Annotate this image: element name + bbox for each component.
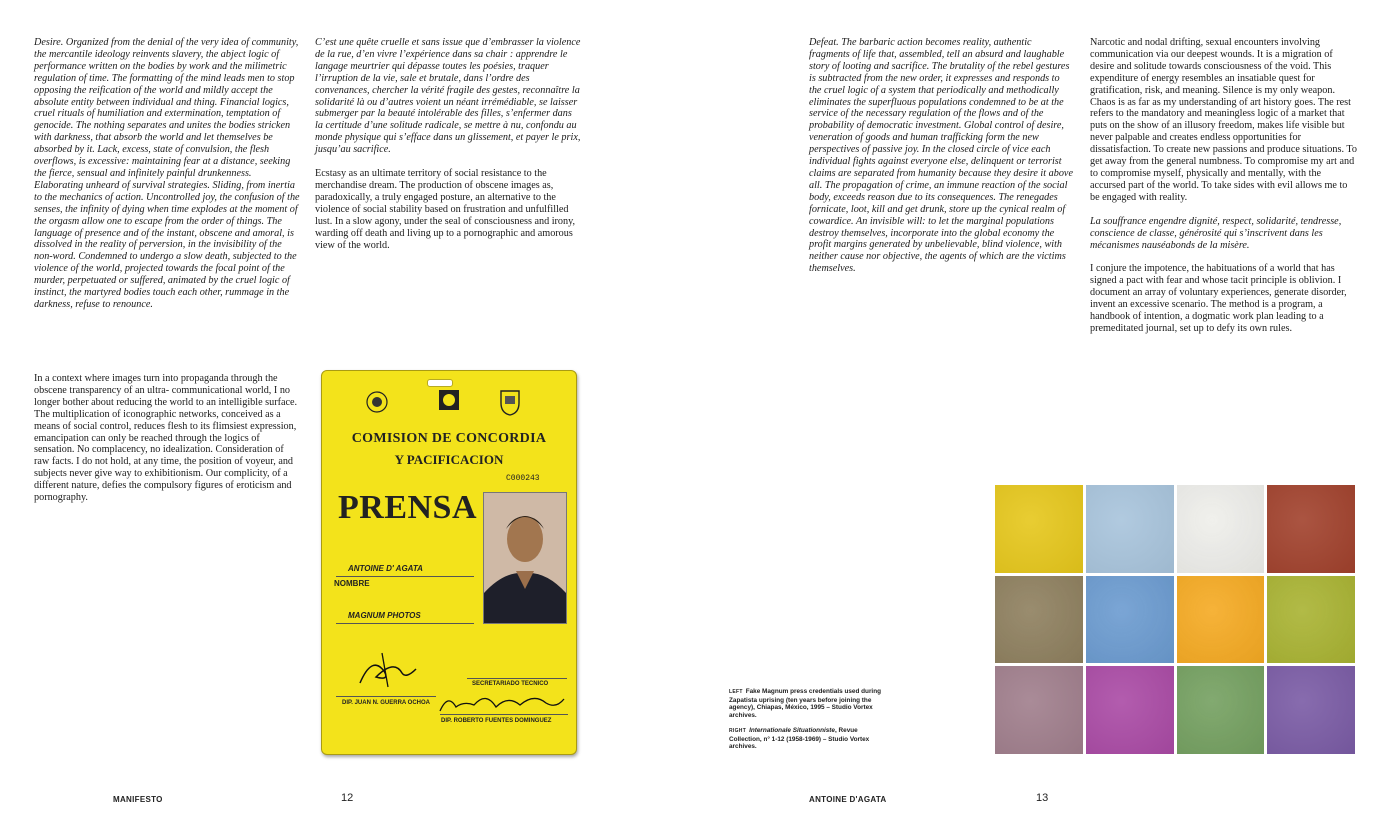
page12-italic-paragraph: Desire. Organized from the denial of the very idea of community, the mercantile ideology reinvents slavery, the abject logic of performance written on the bodies by work and the milimetric regulation of time. The formatting of the mind leads men to stop opposing the reification of the world and mildly accept the absolute entity between individual and thing. Financial logics, cruel rituals of humiliation and extermination, temptation of genocide. The nothing separates and unites the bodies stricken with darkness, that absorb the world and let themselves be absorbed by it. Lack, excess, state of convulsion, the flesh overflows, is excessive: maintaining fear at a distance, seeking the fierce, sensual and infinitely painful drunkenness. Elaborating unheard of survival strategies. Sliding, from inertia to the mechanics of action. Uncontrolled joy, the confusion of the senses, the infinity of dying when time explodes at the moment of the orgasm allow one to escape from the order of things. The language of presence and of the instant, obscene and amoral, is dissolved in the reality of perversion, in the invisibility of the non-word. Condemned to undergo a slow death, subjected to the violence of the world, projected towards the focal point of the murder, perpetuated or suffered, animated by the cruel logic of instinct, the martyred bodies touch each other, rummage in the darkness, refuse to renounce. [34,37,300,310]
page12-column1-lower-text [34,373,300,516]
card-name-label: NOMBRE [334,579,370,588]
card-secretariat-line [467,678,567,679]
color-swatch [995,666,1083,754]
caption-left [729,688,887,719]
card-signer-left: DIP. JUAN N. GUERRA OCHOA [342,700,431,706]
card-signer-left-line [336,696,436,697]
color-swatch [1086,666,1174,754]
color-swatch [1177,576,1265,664]
page13-column2-text [1090,37,1358,347]
card-title-line1: COMISION DE CONCORDIA [351,431,547,446]
card-organization-value: MAGNUM PHOTOS [348,611,421,620]
caption-right-title: Internationale Situationniste [749,727,835,734]
card-name-value: ANTOINE D' AGATA [348,564,423,573]
card-prensa-heading: PRENSA [338,489,478,526]
page13-conjure-paragraph: I conjure the impotence, the habituations of a world that has signed a pact with fear and whose tacit principle is oblivion. I document an array of voluntary experiences, generate disorder, invent an excessive scenario. The method is a program, a handbook of intention, a dogmatic work plan leading to a premeditated journal, set up to defy its own rules. [1090,263,1347,334]
card-punch-hole [427,379,453,387]
page12-roman-paragraph: In a context where images turn into propaganda through the obscene transparency of an ultra- communicational world, I no longer bother about reducing the world to an intelligible surface. The multiplication of iconographic networks, conceived as a means of social control, reduces flesh to its flimsiest expression, emancipation can only be reached through the logics of sensation. No complacency, no idealization. Consideration of raw facts. I do not hold, at any time, the position of voyeur, and subjects never give way to exhibitionism. Our complicity, of a different nature, defies the compulsory figures of eroticism and pornography. [34,373,298,504]
press-card-photo [321,370,577,755]
caption-left-text: Fake Magnum press credentials used during Zapatista uprising (ten years before joining the agency), Chiapas, México, 1995 – Studio Vortex archives. [729,688,882,719]
caption-right-key: RIGHT [729,728,747,734]
situationniste-color-swatch-grid [995,485,1355,754]
chamber-seal-icon [436,387,462,417]
caption-right-text: , Revue Collection, n° 1-12 (1958-1969) – Studio Vortex archives. [729,727,870,750]
image-caption [729,688,887,759]
page12-column1-text [34,37,300,323]
color-swatch [1086,485,1174,573]
caption-left-key: LEFT [729,689,743,695]
page13-narcotic-paragraph: Narcotic and nodal drifting, sexual encounters involving communication via our deepest wounds. It is a migration of desire and solitude towards consciousness of the void. This expenditure of energy resembles an insatiable quest for gratification, risk, and meaning. Silence is my only weapon. Chaos is as far as my understanding of art history goes. The rest refers to the mandatory and meaningless logic of a market that puts on the show of an illusory freedom, makes life visible but never palpable and creates endless opportunities for dissatisfaction. To create new passions and produce situations. To get away from the general numbness. To compromise my art and to compromise myself, physically and mentally, with the accursed part of the world. To take sides with evil allows me to be engaged with reality. [1090,37,1357,203]
card-title-line2: Y PACIFICACION [394,452,504,467]
coat-of-arms-icon [497,387,523,417]
color-swatch [1177,666,1265,754]
page12-footer-label: MANIFESTO [113,795,163,804]
page13-column1-text [809,37,1074,287]
signature-left-icon [354,649,424,691]
page13-footer-label: ANTOINE D'AGATA [809,795,887,804]
card-signer-right: DIP. ROBERTO FUENTES DOMINGUEZ [441,718,552,724]
card-signer-right-line [440,714,568,715]
color-swatch [995,485,1083,573]
page12-ecstasy-paragraph: Ecstasy as an ultimate territory of social resistance to the merchandise dream. The production of obscene images as, paradoxically, a truly engaged posture, an alternative to the violence of social stability based on frustration and unfulfilled lust. In a slow agony, under the seal of consciousness and irony, warding off death and living up to a pornographic and amorous view of the world. [315,168,576,251]
card-secretariat-label: SECRETARIADO TECNICO [472,681,549,687]
card-portrait-photo [483,492,567,624]
card-organization-line [336,623,474,624]
color-swatch [1177,485,1265,573]
portrait-figure-icon [484,493,566,623]
page13-french-paragraph: La souffrance engendre dignité, respect, solidarité, tendresse, conscience de classe, générosité qui s’inscrivent dans les mécanismes nauséabonds de la misère. [1090,215,1342,251]
card-name-line [336,576,474,577]
page13-page-number: 13 [1036,792,1049,804]
color-swatch [1086,576,1174,664]
color-swatch [995,576,1083,664]
mexico-seal-icon [364,387,390,417]
color-swatch [1267,666,1355,754]
card-serial-number: C000243 [506,474,540,483]
color-swatch [1267,485,1355,573]
page12-french-paragraph: C’est une quête cruelle et sans issue que d’embrasser la violence de la rue, d’en vivre l’expérience dans sa chair : apprendre le langage meurtrier qui dépasse toutes les poésies, traquer l’irruption de la vie, sale et brutale, dans l’ordre des convenances, chercher la vérité fragile des gestes, reconnaître la solidarité là ou d’autres voient un néant irrémédiable, se laisser submerger par la beauté intolérable des filles, s’enfermer dans la certitude d’une solitude radicale, se mettre à nu, confondu au monde physique qui s’efface dans un glissement, et payer le prix, jusqu’au sacrifice. [315,37,581,156]
page12-column2-text [315,37,581,263]
page13-italic-paragraph: Defeat. The barbaric action becomes reality, authentic fragments of life that, assembled, tell an absurd and laughable story of looting and sacrifice. The brutality of the rebel gestures is subtracted from the new order, it expresses and responds to the cruel logic of a system that periodically and methodically eliminates the superfluous populations condemned to be at the service of the necessary regulation of the flows and of the probability of democratic investment. Global control of desire, veneration of goods and human trafficking form the new perspectives of passive joy. In the closed circle of vice each individual fights against everyone else, delinquent or terrorist claims are separated from humanity because they desire it above all. The propagation of crime, an immune reaction of the social body, exceeds reason due to its consequences. The renegades fornicate, loot, kill and get drunk, store up the cynical realm of cowardice. An invisible will: to let the marginal populations destroy themselves, incorporate into the global economy the profit margins generated by unbelievable, blind violence, with neither cause nor objective, the agents of which are the victims themselves. [809,37,1073,275]
caption-right [729,727,887,751]
page12-page-number: 12 [341,792,354,804]
color-swatch [1267,576,1355,664]
